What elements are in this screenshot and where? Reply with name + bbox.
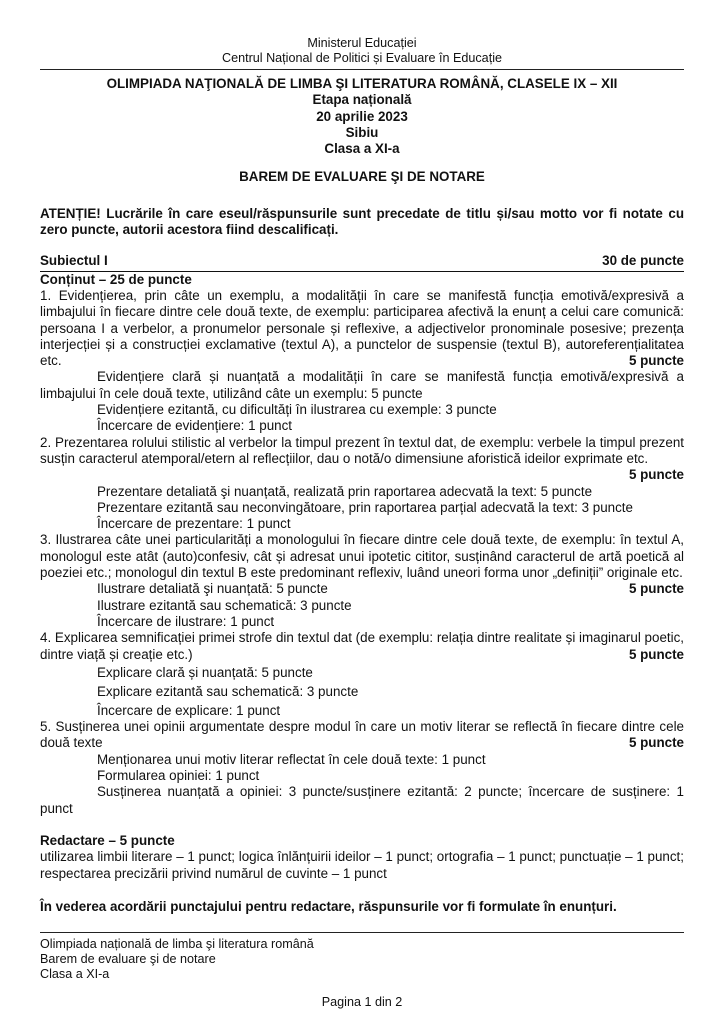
item-2 [40, 435, 684, 468]
item-2-subitem-3: Încercare de prezentare: 1 punct [97, 516, 291, 532]
content-heading: Conținut – 25 de puncte [40, 271, 192, 287]
item-4 [40, 630, 684, 663]
item-1-subitem-3: Încercare de evidențiere: 1 punct [97, 418, 293, 434]
subject-label: Subiectul I [40, 253, 108, 269]
item-3-points: 5 puncte [628, 581, 684, 597]
item-4-points: 5 puncte [628, 646, 684, 662]
redactare-text: utilizarea limbii literare – 1 punct; logica înlănțuirii ideilor – 1 punct; ortografia – 1 punct; punctuație – 1 punct; respectarea precizării privind numărul de cuvinte – 1 punct [40, 849, 684, 881]
redactare-note: În vederea acordării punctajului pentru redactare, răspunsurile vor fi formulate în enunțuri. [40, 898, 617, 914]
item-1-subitem-1: Evidențiere clară și nuanțată a modalității în care se manifestă funcția emotivă/expresivă a limbajului în cele două texte, utilizând câte un exemplu: 5 puncte [40, 369, 684, 401]
ministry-line: Ministerul Educației [307, 36, 417, 50]
grade-line: Clasa a XI-a [324, 141, 400, 157]
item-2-subitem-1: Prezentare detaliată şi nuanțată, realizată prin raportarea adecvată la text: 5 puncte [97, 483, 593, 499]
item-1-points: 5 puncte [628, 353, 684, 369]
footer-olympiad-line: Olimpiada națională de limba şi literatura română [40, 937, 314, 951]
item-5-text: 5. Susținerea unei opinii argumentate despre modul în care un motiv literar se reflectă în fiecare dintre cele două texte [40, 719, 684, 751]
item-3-subitem-1: Ilustrare detaliată şi nuanțată: 5 puncte [97, 581, 328, 597]
item-5-subitem-2: Formularea opiniei: 1 punct [97, 768, 260, 784]
item-4-subitem-1: Explicare clară și nuanțată: 5 puncte [97, 665, 313, 681]
footer-barem-line: Barem de evaluare şi de notare [40, 952, 216, 966]
item-4-text: 4. Explicarea semnificației primei strofe din textul dat (de exemplu: relația dintre realitate și imaginarul poetic, dintre viață și creație etc.) [40, 630, 684, 662]
item-4-subitem-2: Explicare ezitantă sau schematică: 3 puncte [97, 684, 359, 700]
item-1 [40, 288, 684, 369]
item-1-subitem-2: Evidențiere ezitantă, cu dificultăți în ilustrarea cu exemple: 3 puncte [97, 402, 497, 418]
subject-points: 30 de puncte [602, 253, 684, 269]
document-footer [40, 932, 684, 1010]
item-3-subitem-3: Încercare de ilustrare: 1 punct [97, 613, 275, 629]
page-content [40, 36, 684, 915]
title-block [40, 76, 684, 157]
redactare-heading: Redactare – 5 puncte [40, 832, 175, 848]
olympiad-title: OLIMPIADA NAŢIONALĂ DE LIMBA ŞI LITERATURA ROMÂNĂ, CLASELE IX – XII [106, 76, 618, 91]
item-5-subitem-1: Menționarea unui motiv literar reflectat în cele două texte: 1 punct [97, 751, 486, 767]
date-line: 20 aprilie 2023 [316, 108, 408, 124]
subject-heading [40, 253, 684, 271]
footer-grade-line: Clasa a XI-a [40, 967, 110, 981]
item-3-text: 3. Ilustrarea câte unei particularități a monologului în fiecare dintre cele două texte, de exemplu: în textul A, monologul este atât (auto)confesiv, cât și adresat unui ipotetic cititor, susținând caracterul de artă poetică al poeziei etc.; monologul din textul B este predominant reflexiv, luând uneori forma unor „definiții” originale etc. [40, 532, 684, 581]
item-5-points: 5 puncte [628, 735, 684, 751]
page-number: Pagina 1 din 2 [321, 995, 403, 1009]
item-2-points: 5 puncte [628, 467, 684, 483]
item-3-subitem-2: Ilustrare ezitantă sau schematică: 3 puncte [97, 597, 352, 613]
item-1-text: 1. Evidențierea, prin câte un exemplu, a modalității în care se manifestă funcția emotivă/expresivă a limbajului în fiecare dintre cele două texte, de exemplu: participarea afectivă la enunț a celui care comunică: persoana I a verbelor, a pronumelor personale și reflexive, a adjectivelor pronominale posesive; prezența interjecției și a construcției exclamative (textul A), a punctelor de suspensie (textul B), autoreferențialitatea etc. [40, 287, 684, 369]
center-line: Centrul Național de Politici și Evaluare în Educație [221, 50, 502, 65]
item-2-subitem-2: Prezentare ezitantă sau neconvingătoare, prin raportarea parțial adecvată la text: 3 puncte [97, 499, 633, 515]
attention-paragraph: ATENȚIE! Lucrările în care eseul/răspunsurile sunt precedate de titlu și/sau motto vor fi notate cu zero puncte, autorii acestora fiind descalificați. [40, 205, 684, 238]
ministry-header [40, 36, 684, 70]
item-2-text: 2. Prezentarea rolului stilistic al verbelor la timpul prezent în textul dat, de exemplu: verbele la timpul prezent susțin caracterul atemporal/etern al reflecțiilor, dau o notă/o dimensiune aforistică ideilor exprimate etc. [40, 434, 684, 466]
item-5-subitem-3: Susținerea nuanțată a opiniei: 3 puncte/susținere ezitantă: 2 puncte; încercare de susținere: 1 punct [40, 784, 684, 816]
city-line: Sibiu [345, 124, 379, 140]
item-4-subitem-3: Încercare de explicare: 1 punct [97, 702, 281, 718]
item-5 [40, 719, 684, 752]
barem-heading: BAREM DE EVALUARE ŞI DE NOTARE [239, 169, 485, 185]
stage-line: Etapa națională [312, 92, 412, 108]
